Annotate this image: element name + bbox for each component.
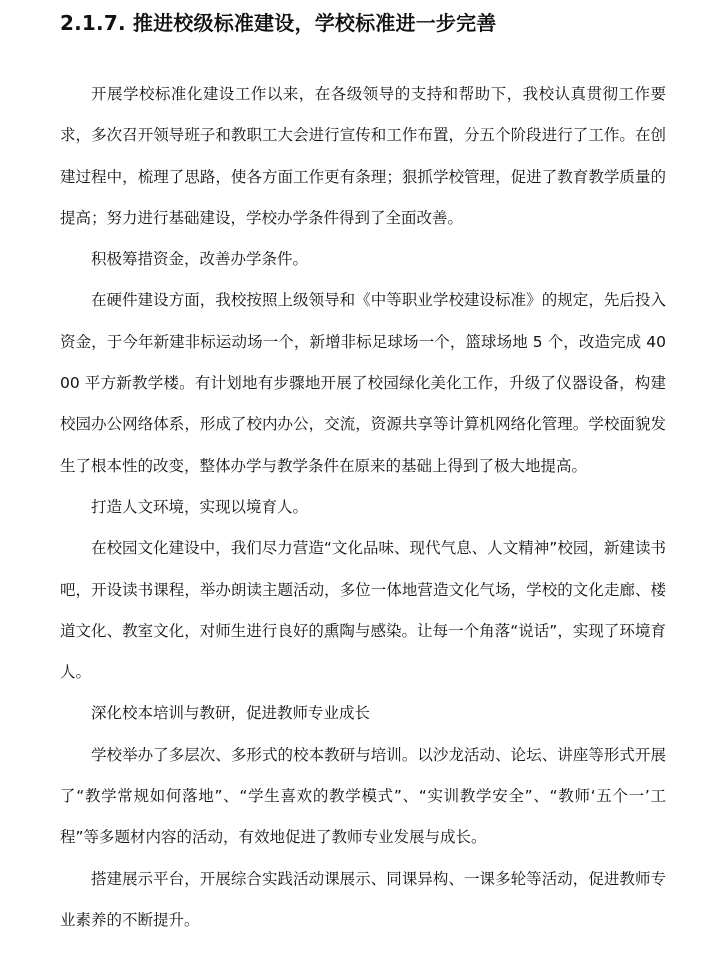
- paragraph-funding-heading: 积极筹措资金，改善办学条件。: [91, 250, 309, 269]
- paragraph-platform: 搭建展示平台，开展综合实践活动课展示、同课异构、一课多轮等活动，促进教师专业素养的不断提升。: [60, 869, 666, 929]
- document-body: [60, 74, 666, 941]
- paragraph-environment-heading: 打造人文环境，实现以境育人。: [91, 497, 309, 516]
- paragraph-culture: 在校园文化建设中，我们尽力营造“文化品味、现代气息、人文精神”校园，新建读书吧，开设读书课程，举办朗读主题活动，多位一体地营造文化气场，学校的文化走廊、楼道文化、教室文化，对师生进行良好的熏陶与感染。让每一个角落“说话”，实现了环境育人。: [60, 539, 666, 682]
- paragraph-training: 学校举办了多层次、多形式的校本教研与培训。以沙龙活动、论坛、讲座等形式开展了“教学常规如何落地”、“学生喜欢的教学模式”、“实训教学安全”、“教师‘五个一’工程”等多题材内容的活动，有效地促进了教师专业发展与成长。: [60, 745, 666, 847]
- paragraph-hardware: 在硬件建设方面，我校按照上级领导和《中等职业学校建设标准》的规定，先后投入资金，于今年新建非标运动场一个，新增非标足球场一个，篮球场地 5 个，改造完成 4000 平方新教学楼。有计划地有步骤地开展了校园绿化美化工作，升级了仪器设备，构建校园办公网络体系，形成了校内办公，交流，资源共享等计算机网络化管理。学校面貌发生了根本性的改变，整体办学与教学条件在原来的基础上得到了极大地提高。: [60, 291, 666, 475]
- section-title: 2.1.7. 推进校级标准建设，学校标准进一步完善: [60, 11, 497, 35]
- paragraph-training-heading: 深化校本培训与教研，促进教师专业成长: [91, 704, 371, 723]
- paragraph-intro: 开展学校标准化建设工作以来，在各级领导的支持和帮助下，我校认真贯彻工作要求，多次召开领导班子和教职工大会进行宣传和工作布置，分五个阶段进行了工作。在创建过程中，梳理了思路，使各方面工作更有条理；狠抓学校管理，促进了教育教学质量的提高；努力进行基础建设，学校办学条件得到了全面改善。: [60, 85, 666, 227]
